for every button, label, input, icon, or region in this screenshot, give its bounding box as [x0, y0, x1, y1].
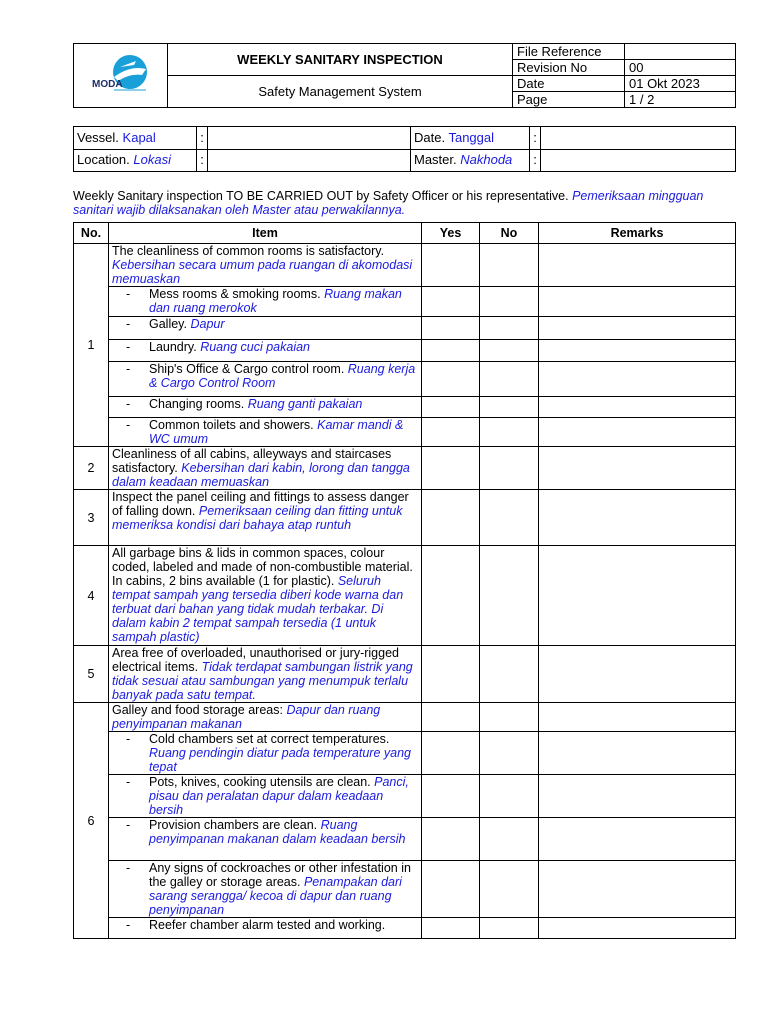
ref-label: Revision No [513, 60, 625, 76]
table-row [74, 317, 736, 340]
remarks-cell[interactable] [539, 490, 736, 546]
item-text-id: Tidak terdapat sambungan listrik yang tidak sesuai atau sambungan yang menumpuk terlalu banyak pada satu tempat. [112, 660, 413, 702]
item-text-en: Changing rooms. [149, 397, 245, 411]
colon: : [530, 127, 541, 150]
bullet-dash: - [126, 775, 131, 789]
item-cell [109, 362, 422, 397]
bullet-dash: - [126, 861, 131, 875]
no-cell[interactable] [480, 340, 539, 362]
table-row [74, 490, 736, 546]
item-cell [109, 397, 422, 418]
yes-cell[interactable] [422, 490, 480, 546]
item-text-id: Penampakan dari sarang serangga/ kecoa di dapur dan ruang penyimpanan [149, 875, 402, 917]
table-row [74, 244, 736, 287]
table-row [74, 918, 736, 939]
item-text-id: Kebersihan dari kabin, lorong dan tangga dalam keadaan memuaskan [112, 461, 410, 489]
item-text-id: Ruang pendingin diatur pada temperature yang tepat [149, 746, 411, 774]
inspection-rows [74, 244, 736, 939]
item-text-id: Dapur [190, 317, 225, 331]
remarks-cell[interactable] [539, 775, 736, 818]
bullet-dash: - [126, 362, 131, 376]
item-cell [109, 861, 422, 918]
inspection-table [73, 222, 736, 939]
item-text-id: Ruang makan dan ruang merokok [149, 287, 402, 315]
no-cell[interactable] [480, 703, 539, 732]
intro-id: Pemeriksaan mingguan sanitari wajib dilaksanakan oleh Master atau perwakilannya. [73, 189, 704, 217]
table-row [74, 418, 736, 447]
intro-en: Weekly Sanitary inspection TO BE CARRIED OUT by Safety Officer or his representative. [73, 189, 569, 203]
item-text-id: Seluruh tempat sampah yang tersedia diberi kode warna dan terbuat dari bahan yang tidak mudah terbakar. Di dalam kabin 2 tempat sampah tersedia (1 untuk sampah plastic) [112, 574, 404, 644]
table-row [74, 362, 736, 397]
remarks-cell[interactable] [539, 918, 736, 939]
item-cell [109, 317, 422, 340]
ref-value: 00 [625, 60, 736, 76]
no-cell[interactable] [480, 362, 539, 397]
yes-cell[interactable] [422, 447, 480, 490]
document-subtitle: Safety Management System [168, 76, 513, 108]
document-header [73, 43, 736, 108]
date-label: Date. Tanggal [411, 127, 530, 150]
item-cell [109, 340, 422, 362]
item-text-en: All garbage bins & lids in common spaces, colour coded, labeled and made of non-combustible material. In cabins, 2 bins available (1 for plastic). [112, 546, 413, 588]
item-text-en: Provision chambers are clean. [149, 818, 318, 832]
bullet-dash: - [126, 418, 131, 432]
item-text-id: Kamar mandi & WC umum [149, 418, 404, 446]
yes-cell[interactable] [422, 861, 480, 918]
table-row [74, 447, 736, 490]
item-text-id: Ruang kerja & Cargo Control Room [149, 362, 416, 390]
date-field[interactable] [541, 127, 736, 150]
yes-cell[interactable] [422, 703, 480, 732]
item-text-en: Pots, knives, cooking utensils are clean. [149, 775, 371, 789]
item-text-en: The cleanliness of common rooms is satisfactory. [112, 244, 385, 258]
yes-cell[interactable] [422, 244, 480, 287]
item-cell [109, 775, 422, 818]
table-row [74, 287, 736, 317]
remarks-cell[interactable] [539, 818, 736, 861]
header-item: Item [109, 223, 422, 244]
remarks-cell[interactable] [539, 546, 736, 646]
remarks-cell[interactable] [539, 287, 736, 317]
intro-text [73, 189, 736, 217]
no-cell[interactable] [480, 447, 539, 490]
ref-label: Page [513, 92, 625, 108]
table-row [74, 703, 736, 732]
item-text-en: Mess rooms & smoking rooms. [149, 287, 321, 301]
yes-cell[interactable] [422, 918, 480, 939]
item-cell [109, 490, 422, 546]
bullet-dash: - [126, 818, 131, 832]
item-text-en: Reefer chamber alarm tested and working. [149, 918, 386, 932]
no-cell[interactable] [480, 490, 539, 546]
no-cell[interactable] [480, 287, 539, 317]
yes-cell[interactable] [422, 362, 480, 397]
table-row [74, 775, 736, 818]
header-no-answer: No [480, 223, 539, 244]
logo-text: MODA [91, 79, 123, 90]
no-cell[interactable] [480, 861, 539, 918]
remarks-cell[interactable] [539, 317, 736, 340]
item-text-en: Cleanliness of all cabins, alleyways and staircases satisfactory. [112, 447, 392, 475]
colon: : [197, 127, 208, 150]
item-text-id: Ruang ganti pakaian [247, 397, 363, 411]
master-field[interactable] [541, 149, 736, 172]
item-text-en: Cold chambers set at correct temperatures. [149, 732, 390, 746]
yes-cell[interactable] [422, 546, 480, 646]
document-title: WEEKLY SANITARY INSPECTION [168, 44, 513, 76]
yes-cell[interactable] [422, 317, 480, 340]
ref-label: Date [513, 76, 625, 92]
table-row [74, 546, 736, 646]
table-row [74, 397, 736, 418]
no-cell[interactable] [480, 732, 539, 775]
location-field[interactable] [208, 149, 411, 172]
bullet-dash: - [126, 287, 131, 301]
item-text-id: Dapur dan ruang penyimpanan makanan [112, 703, 381, 731]
item-cell [109, 918, 422, 939]
bullet-dash: - [126, 317, 131, 331]
table-row [74, 732, 736, 775]
item-cell [109, 703, 422, 732]
item-text-en: Galley and food storage areas: [112, 703, 283, 717]
vessel-field[interactable] [208, 127, 411, 150]
no-cell[interactable] [480, 397, 539, 418]
remarks-cell[interactable] [539, 861, 736, 918]
ref-value [625, 44, 736, 60]
yes-cell[interactable] [422, 287, 480, 317]
yes-cell[interactable] [422, 818, 480, 861]
ref-value: 01 Okt 2023 [625, 76, 736, 92]
item-cell [109, 447, 422, 490]
location-label-id: Lokasi [133, 152, 171, 168]
item-cell [109, 732, 422, 775]
yes-cell[interactable] [422, 732, 480, 775]
moda-logo-icon [90, 51, 152, 97]
item-cell [109, 818, 422, 861]
item-text-id: Panci, pisau dan peralatan dapur dalam keadaan bersih [149, 775, 409, 817]
master-label: Master. Nakhoda [411, 149, 530, 172]
item-text-en: Laundry. [149, 340, 197, 354]
remarks-cell[interactable] [539, 732, 736, 775]
location-label: Location. Lokasi [74, 149, 197, 172]
yes-cell[interactable] [422, 340, 480, 362]
item-cell [109, 244, 422, 287]
bullet-dash: - [126, 340, 131, 354]
no-cell[interactable] [480, 546, 539, 646]
row-number: 4 [74, 546, 109, 646]
item-text-id: Kebersihan secara umum pada ruangan di akomodasi memuaskan [112, 258, 413, 286]
bullet-dash: - [126, 397, 131, 411]
vessel-info-table [73, 126, 736, 172]
row-number: 1 [74, 244, 109, 447]
header-yes: Yes [422, 223, 480, 244]
header-remarks: Remarks [539, 223, 736, 244]
item-text-en: Inspect the panel ceiling and fittings to assess danger of falling down. [112, 490, 409, 518]
remarks-cell[interactable] [539, 397, 736, 418]
remarks-cell[interactable] [539, 646, 736, 703]
vessel-label-id: Kapal [122, 129, 156, 145]
date-label-id: Tanggal [448, 129, 495, 145]
remarks-cell[interactable] [539, 703, 736, 732]
item-cell [109, 287, 422, 317]
master-label-id: Nakhoda [460, 152, 513, 168]
bullet-dash: - [126, 732, 131, 746]
table-row [74, 861, 736, 918]
remarks-cell[interactable] [539, 362, 736, 397]
no-cell[interactable] [480, 244, 539, 287]
table-row [74, 818, 736, 861]
no-cell[interactable] [480, 918, 539, 939]
item-text-en: Area free of overloaded, unauthorised or jury-rigged electrical items. [112, 646, 399, 674]
row-number: 5 [74, 646, 109, 703]
no-cell[interactable] [480, 317, 539, 340]
yes-cell[interactable] [422, 646, 480, 703]
table-row [74, 646, 736, 703]
ref-value: 1 / 2 [625, 92, 736, 108]
table-row [74, 340, 736, 362]
item-text-en: Any signs of cockroaches or other infestation in the galley or storage areas. [149, 861, 411, 889]
remarks-cell[interactable] [539, 418, 736, 447]
item-text-id: Ruang cuci pakaian [200, 340, 310, 354]
row-number: 2 [74, 447, 109, 490]
vessel-label: Vessel. Kapal [74, 127, 197, 150]
row-number: 6 [74, 703, 109, 939]
bullet-dash: - [126, 918, 131, 932]
logo-cell [74, 44, 168, 108]
colon: : [197, 149, 208, 172]
remarks-cell[interactable] [539, 244, 736, 287]
item-text-id: Ruang penyimpanan makanan dalam keadaan bersih [149, 818, 406, 846]
item-cell [109, 646, 422, 703]
item-text-en: Ship's Office & Cargo control room. [149, 362, 345, 376]
remarks-cell[interactable] [539, 340, 736, 362]
yes-cell[interactable] [422, 418, 480, 447]
item-cell [109, 546, 422, 646]
item-cell [109, 418, 422, 447]
no-cell[interactable] [480, 775, 539, 818]
item-text-en: Common toilets and showers. [149, 418, 314, 432]
item-text-id: Pemeriksaan ceiling dan fitting untuk memeriksa kondisi dari bahaya atap runtuh [112, 504, 403, 532]
ref-label: File Reference [513, 44, 625, 60]
yes-cell[interactable] [422, 775, 480, 818]
remarks-cell[interactable] [539, 447, 736, 490]
item-text-en: Galley. [149, 317, 187, 331]
yes-cell[interactable] [422, 397, 480, 418]
no-cell[interactable] [480, 818, 539, 861]
no-cell[interactable] [480, 418, 539, 447]
no-cell[interactable] [480, 646, 539, 703]
row-number: 3 [74, 490, 109, 546]
header-no: No. [74, 223, 109, 244]
colon: : [530, 149, 541, 172]
